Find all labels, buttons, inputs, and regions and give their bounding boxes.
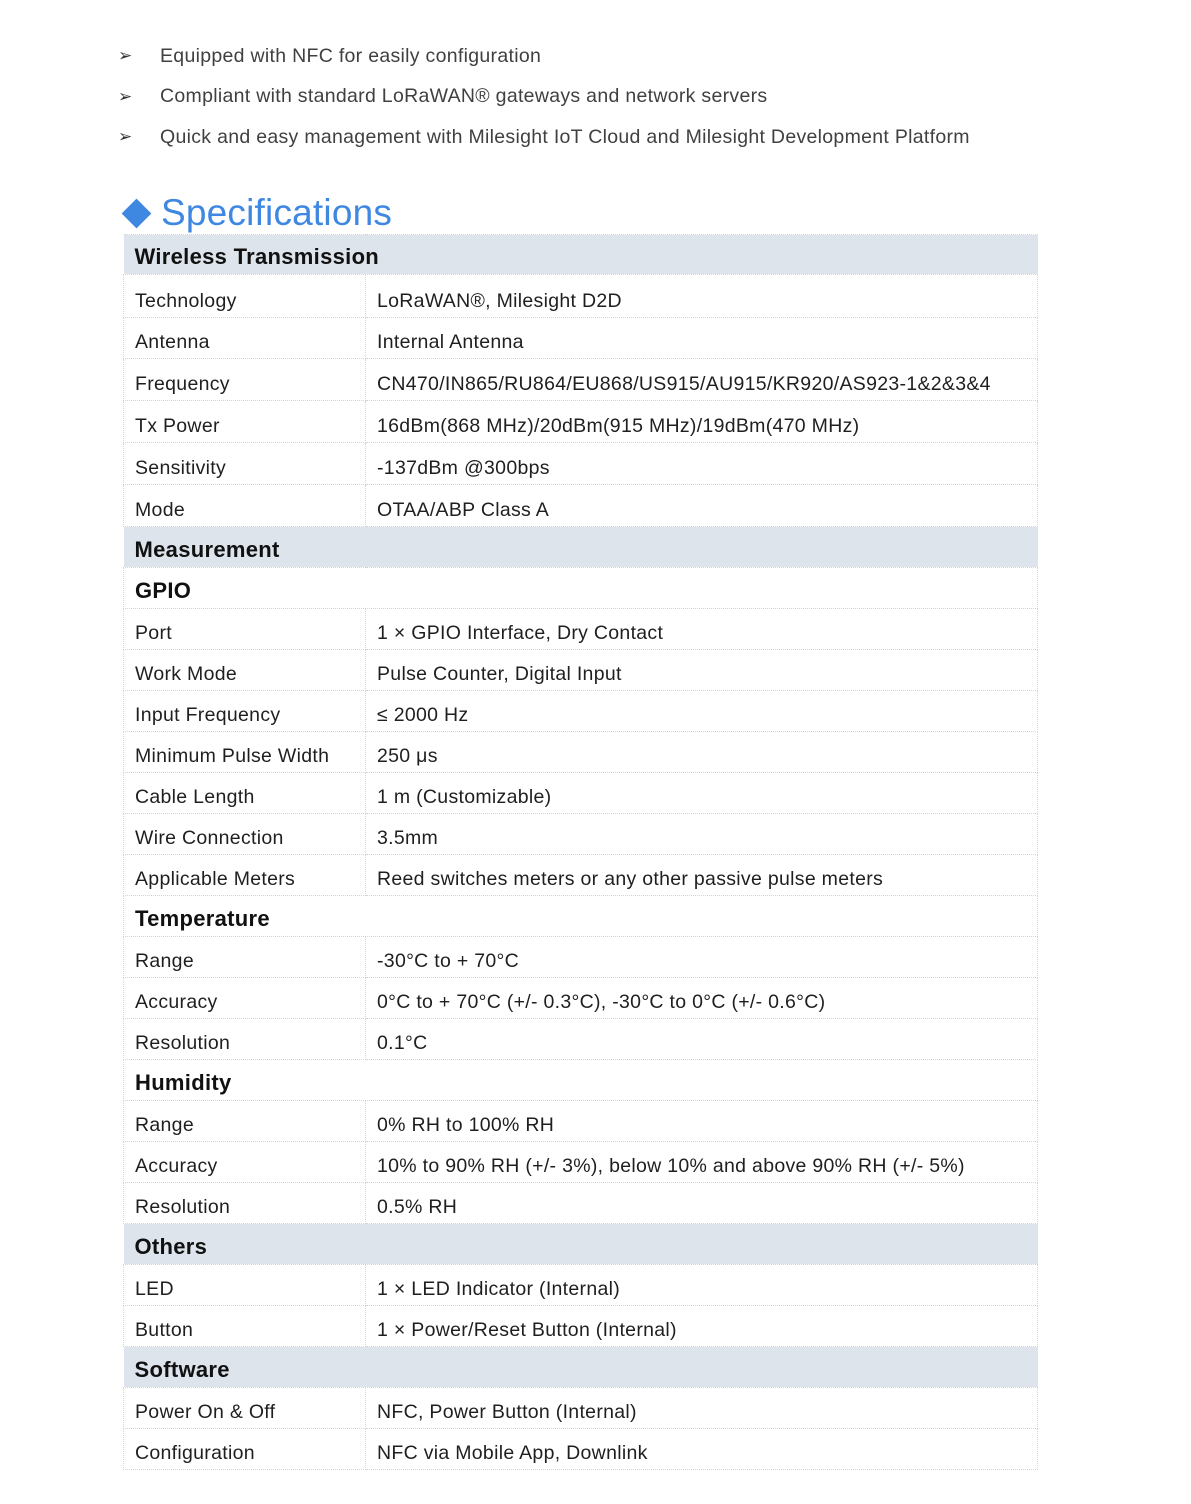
spec-label: Minimum Pulse Width <box>124 732 366 773</box>
feature-bullet <box>118 77 1118 118</box>
spec-label: Sensitivity <box>124 443 366 485</box>
group-title: Others <box>124 1224 1038 1265</box>
spec-value: -30°C to + 70°C <box>366 937 1038 978</box>
group-row-wireless-transmission <box>124 235 1038 275</box>
spec-value: CN470/IN865/RU864/EU868/US915/AU915/KR920/AS923-1&2&3&4 <box>366 359 1038 401</box>
spec-value: 0.5% RH <box>366 1183 1038 1224</box>
spec-label: Range <box>124 937 366 978</box>
spec-label: Wire Connection <box>124 814 366 855</box>
spec-value: NFC via Mobile App, Downlink <box>366 1429 1038 1470</box>
spec-row <box>124 937 1038 978</box>
spec-label: Input Frequency <box>124 691 366 732</box>
spec-value: 1 m (Customizable) <box>366 773 1038 814</box>
spec-value: 0°C to + 70°C (+/- 0.3°C), -30°C to 0°C (+/- 0.6°C) <box>366 978 1038 1019</box>
spec-value: 0% RH to 100% RH <box>366 1101 1038 1142</box>
subgroup-row-temperature <box>124 896 1038 937</box>
spec-value: OTAA/ABP Class A <box>366 485 1038 527</box>
spec-label: Applicable Meters <box>124 855 366 896</box>
spec-row <box>124 814 1038 855</box>
spec-label: LED <box>124 1265 366 1306</box>
spec-row <box>124 401 1038 443</box>
spec-label: Technology <box>124 275 366 318</box>
spec-label: Cable Length <box>124 773 366 814</box>
spec-value: ≤ 2000 Hz <box>366 691 1038 732</box>
spec-label: Button <box>124 1306 366 1347</box>
feature-bullet <box>118 36 1118 77</box>
spec-label: Frequency <box>124 359 366 401</box>
spec-row <box>124 1142 1038 1183</box>
spec-row <box>124 691 1038 732</box>
spec-row <box>124 1101 1038 1142</box>
spec-row <box>124 1183 1038 1224</box>
spec-row <box>124 275 1038 318</box>
spec-row <box>124 978 1038 1019</box>
feature-bullet-text: Equipped with NFC for easily configuration <box>160 44 542 67</box>
group-row-others <box>124 1224 1038 1265</box>
spec-row <box>124 650 1038 691</box>
spec-value: 1 × GPIO Interface, Dry Contact <box>366 609 1038 650</box>
spec-label: Range <box>124 1101 366 1142</box>
subgroup-row-humidity <box>124 1060 1038 1101</box>
group-title: Wireless Transmission <box>124 235 1038 275</box>
spec-row <box>124 485 1038 527</box>
feature-bullet <box>118 117 1118 158</box>
spec-value: 10% to 90% RH (+/- 3%), below 10% and above 90% RH (+/- 5%) <box>366 1142 1038 1183</box>
spec-label: Work Mode <box>124 650 366 691</box>
diamond-icon <box>122 198 152 228</box>
specifications-title: Specifications <box>161 192 393 233</box>
group-title: Measurement <box>124 527 1038 568</box>
spec-row <box>124 1388 1038 1429</box>
spec-row <box>124 443 1038 485</box>
spec-row <box>124 1019 1038 1060</box>
spec-label: Antenna <box>124 318 366 359</box>
spec-row <box>124 609 1038 650</box>
spec-value: 0.1°C <box>366 1019 1038 1060</box>
spec-value: 250 μs <box>366 732 1038 773</box>
arrow-bullet-icon: ➢ <box>118 86 133 106</box>
spec-label: Accuracy <box>124 1142 366 1183</box>
spec-label: Accuracy <box>124 978 366 1019</box>
spec-value: 3.5mm <box>366 814 1038 855</box>
spec-value: 1 × LED Indicator (Internal) <box>366 1265 1038 1306</box>
subgroup-title: Humidity <box>124 1060 1038 1101</box>
group-title: Software <box>124 1347 1038 1388</box>
spec-value: LoRaWAN®, Milesight D2D <box>366 275 1038 318</box>
spec-row <box>124 855 1038 896</box>
subgroup-title: Temperature <box>124 896 1038 937</box>
spec-label: Resolution <box>124 1183 366 1224</box>
spec-label: Port <box>124 609 366 650</box>
spec-row <box>124 1265 1038 1306</box>
spec-value: Reed switches meters or any other passive pulse meters <box>366 855 1038 896</box>
spec-value: 16dBm(868 MHz)/20dBm(915 MHz)/19dBm(470 MHz) <box>366 401 1038 443</box>
spec-row <box>124 318 1038 359</box>
subgroup-title: GPIO <box>124 568 1038 609</box>
spec-label: Tx Power <box>124 401 366 443</box>
spec-value: Internal Antenna <box>366 318 1038 359</box>
arrow-bullet-icon: ➢ <box>118 127 133 147</box>
spec-row <box>124 732 1038 773</box>
spec-value: NFC, Power Button (Internal) <box>366 1388 1038 1429</box>
spec-row <box>124 1429 1038 1470</box>
arrow-bullet-icon: ➢ <box>118 46 133 66</box>
spec-value: Pulse Counter, Digital Input <box>366 650 1038 691</box>
spec-label: Resolution <box>124 1019 366 1060</box>
specifications-heading <box>120 190 392 236</box>
spec-value: 1 × Power/Reset Button (Internal) <box>366 1306 1038 1347</box>
subgroup-row-gpio <box>124 568 1038 609</box>
spec-label: Configuration <box>124 1429 366 1470</box>
feature-bullet-text: Quick and easy management with Milesight IoT Cloud and Milesight Development Platform <box>160 125 970 148</box>
feature-bullet-text: Compliant with standard LoRaWAN® gateways and network servers <box>160 85 768 108</box>
spec-label: Mode <box>124 485 366 527</box>
spec-label: Power On & Off <box>124 1388 366 1429</box>
feature-bullet-list <box>118 36 1118 158</box>
group-row-software <box>124 1347 1038 1388</box>
spec-row <box>124 773 1038 814</box>
group-row-measurement <box>124 527 1038 568</box>
spec-row <box>124 359 1038 401</box>
specifications-table <box>123 234 1038 1470</box>
spec-row <box>124 1306 1038 1347</box>
spec-value: -137dBm @300bps <box>366 443 1038 485</box>
